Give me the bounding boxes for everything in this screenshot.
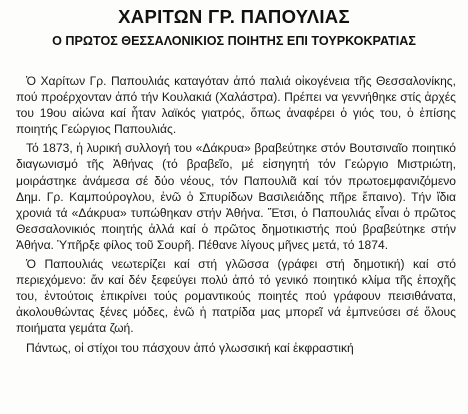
article-body (16, 73, 456, 356)
paragraph-3: Ὁ Παπουλιάς νεωτερίζει καί στή γλῶσσα (γράφει στή δημοτική) καί στό περιεχόμενο: ἄν καί δέν ξεφεύγει πολύ ἀπό τό γενικό ποιητικό κλίμα τῆς ἐποχῆς του, ἐντούτοις ἐπικρίνει τούς ρομαντικούς ποιητές πού γράφουν πεισιθάνατα, ἀκολουθώντας ξένες μόδες, ἐνῶ ἡ πατρίδα μας μπορεῖ νά ἐμπνεύσει σέ ὅλους ποιήματα γεμάτα ζωή. (16, 257, 456, 336)
paragraph-2: Τό 1873, ἡ λυρική συλλογή του «Δάκρυα» βραβεύτηκε στόν Βουτσιναῖο ποιητικό διαγωνισμό τῆς Ἀθήνας (τό βραβεῖο, μέ εἰσηγητή τόν Γεώργιο Μιστριώτη, μοιράστηκε ἀνάμεσα σέ δύο νέους, τόν Παπουλιᾶ καί τόν πρωτοεμφανιζόμενο Δημ. Γρ. Καμπούρογλου, ἐνῶ ὁ Σπυρίδων Βασιλειάδης πῆρε ἔπαινο). Τήν ἴδια χρονιά τά «Δάκρυα» τυπώθηκαν στήν Ἀθήνα. Ἔτσι, ὁ Παπουλιάς εἶναι ὁ πρῶτος Θεσσαλονικιός ποιητής ἀλλά καί ὁ πρῶτος δημοτικιστής πού βραβεύτηκε στήν Ἀθήνα. Ὑπῆρξε φίλος τοῦ Σουρῆ. Πέθανε λίγους μῆνες μετά, τό 1874. (16, 141, 456, 252)
page-title: ΧΑΡΙΤΩΝ ΓΡ. ΠΑΠΟΥΛΙΑΣ (118, 6, 350, 27)
paragraph-4: Πάντως, οἱ στίχοι του πάσχουν ἀπό γλωσσική καί ἐκφραστική (26, 340, 354, 355)
paragraph-1: Ὁ Χαρίτων Γρ. Παπουλιάς καταγόταν ἀπό παλιά οἰκογένεια τῆς Θεσσαλονίκης, πού προέρχονταν ἀπό τήν Κουλακιά (Χαλάστρα). Πρέπει να γεννήθηκε στίς ἀρχές του 19ου αἰώνα καί ἦταν λαϊκός γιατρός, ὅπως ἀναφέρει ὁ γιός του, ὁ ἐπίσης ποιητής Γεώργιος Παπουλιάς. (16, 74, 456, 137)
page-subtitle: Ο ΠΡΩΤΟΣ ΘΕΣΣΑΛΟΝΙΚΙΟΣ ΠΟΙΗΤΗΣ ΕΠΙ ΤΟΥΡΚΟΚΡΑΤΙΑΣ (52, 34, 416, 48)
